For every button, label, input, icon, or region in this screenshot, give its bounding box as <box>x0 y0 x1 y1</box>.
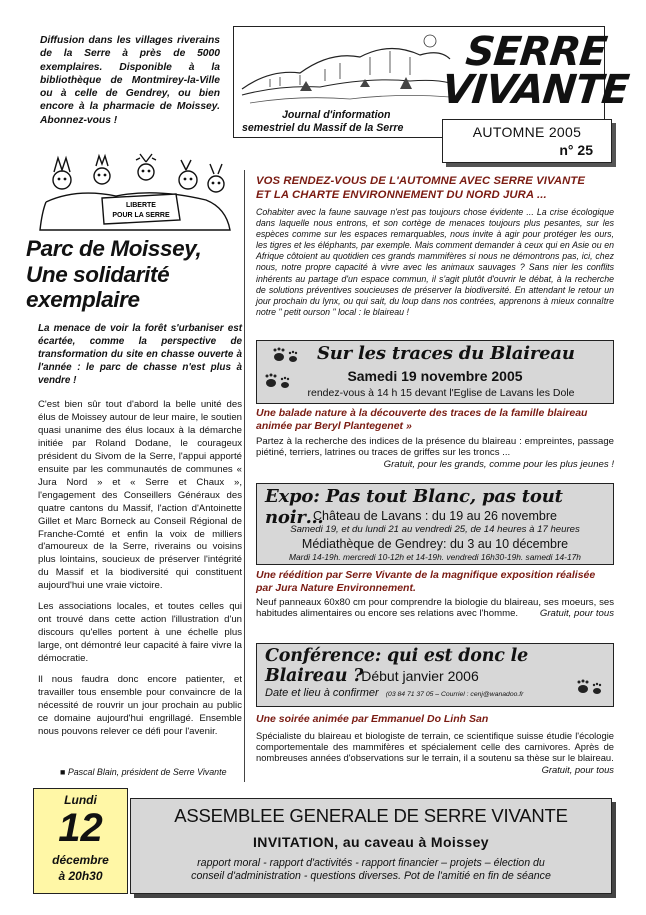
event-box-expo <box>256 483 614 565</box>
event1-heading: Sur les traces du Blaireau <box>317 343 575 364</box>
event-box-traces <box>256 340 614 404</box>
pawprint-icon <box>271 347 301 365</box>
parc-paragraph: Les associations locales, et toutes celles qui ont trouvé dans cette action l'illustration d'un discours qu'elles portent à une échelle plus large, ont démontré leur capacité à faire vivre la démocratie. <box>38 601 242 665</box>
assembly-agenda <box>131 857 611 883</box>
event1-description: Partez à la recherche des indices de la présence du blaireau : empreintes, passage piétiné, terriers, latrines ou traces de griffes sur les troncs ... <box>256 436 614 459</box>
event1-date: Samedi 19 novembre 2005 <box>347 368 523 384</box>
event3-price: Gratuit, pour tous <box>541 763 614 775</box>
event2-line1: Château de Lavans : du 19 au 26 novembre <box>313 509 557 523</box>
issue-box <box>442 119 612 163</box>
event2-description: Neuf panneaux 60x80 cm pour comprendre la biologie du blaireau, ses moeurs, ses habitudes alimentaires ou encore ses relations avec l'homme. <box>256 597 614 620</box>
assembly-title: ASSEMBLEE GENERALE DE SERRE VIVANTE <box>174 805 568 826</box>
masthead-title-line2: VIVANTE <box>439 67 631 113</box>
signature-text: Pascal Blain, président de Serre Vivante <box>67 767 227 777</box>
issue-number: n° 25 <box>559 142 593 158</box>
event3-subheading: Une soirée animée par Emmanuel Do Linh San <box>256 713 489 725</box>
event1-text <box>256 436 614 470</box>
agenda-line2: conseil d'administration - questions diverses. Pot de l'amitié en fin de séance <box>191 870 551 882</box>
event1-place: rendez-vous à 14 h 15 devant l'Eglise de Lavans les Dole <box>307 387 575 399</box>
assembly-box <box>130 798 612 894</box>
parc-signature <box>60 767 250 777</box>
parc-paragraph: Il nous faudra donc encore patienter, et travailler tous ensemble pour convaincre de la nécessité de rouvrir un jour prochain au public ce domaine aujourd'hui engrillagé. Ensemble nous pouvons relever ce défi pour l'avenir. <box>38 674 242 737</box>
landscape-illustration <box>240 29 452 107</box>
assembly-invitation: INVITATION, au caveau à Moissey <box>253 834 489 850</box>
rdv-heading <box>256 175 616 202</box>
masthead-tagline <box>242 109 452 135</box>
parc-lead: La menace de voir la forêt s'urbaniser est écartée, comme la perspective de transformation du site en chasse ouverte à l'année : le parc de chasse n'est plus à vendre ! <box>38 323 242 387</box>
pawprint-icon <box>575 678 605 698</box>
event3-contact: (03 84 71 37 05 – Courriel : cenj@wanadoo.fr <box>385 691 524 698</box>
parc-body <box>38 399 242 747</box>
square-bullet-icon: ■ <box>60 767 68 777</box>
assembly-day: Lundi <box>64 793 97 807</box>
event2-line4: Mardi 14-19h. mercredi 10-12h et 14-19h. vendredi 16h30-19h. samedi 14-17h <box>289 552 581 562</box>
event-box-conference <box>256 643 614 707</box>
banner-line2: POUR LA SERRE <box>112 212 170 219</box>
agenda-line1: rapport moral - rapport d'activités - rapport financier – projets – élection du <box>197 857 545 869</box>
column-divider <box>244 170 245 782</box>
rdv-intro: Cohabiter avec la faune sauvage n'est pas toujours chose évidente ... La crise écologique dans laquelle nous entrons, et son cortège de menaces toujours plus pesantes, sur les espèces comme sur les espaces remarquables, nous invite à agir pour protéger les ours, les tigres et les éléphants, par exemple. Mais comment demander à ceux qui en Asie ou en Afrique côtoient au quotidien ces grands mammifères si nous ne démontrons pas, ici, chez nous, notre propre capacité à vivre avec les animaux sauvages ? Sans nier les conflits inhérents au partage d'un espace commun, il s'agit plutôt d'ouvrir le débat, à la recherche de solutions préventives soucieuses de préserver la biodiversité. En attendant le retour un jour prochain du lynx, ou qui sait, du loup dans nos contrées, apprenons à mieux connaître notre " petit ourson " local : le blaireau ! <box>256 207 614 317</box>
rdv-heading-line2: ET LA CHARTE ENVIRONNEMENT DU NORD JURA ... <box>256 188 547 201</box>
assembly-date-number: 12 <box>58 806 103 850</box>
protest-cartoon <box>36 152 232 232</box>
event3-heading: Conférence: qui est donc le Blaireau ? <box>265 646 529 686</box>
event2-text <box>256 597 614 620</box>
event1-subheading: Une balade nature à la découverte des traces de la famille blaireau animée par Beryl Plantegenet » <box>256 407 588 432</box>
event3-details: Date et lieu à confirmer <box>265 687 379 699</box>
parc-headline: Parc de Moissey, Une solidarité exemplaire <box>26 236 202 312</box>
banner-line1: LIBERTE <box>126 202 156 209</box>
parc-paragraph: C'est bien sûr tout d'abord la belle unité des élus de Moissey autour de leur maire, le soutien quasi unanime des élus locaux à la démarche initiée par Roland Dodane, le courageux président du Sivom de la Serre, l'appui apporté ensuite par les communautés de communes « Jura Nord » et « Serre et Chaux », l'engagement des Conseillers Généraux des quatre cantons du Massif, l'action d'Antoinette Gillet et Marc Borneck au Conseil Régional de Franche-Comté et enfin la voix de milliers d'amoureux de la Serre, riverains ou voisins plus lointains, soucieux de préserver l'intégrité du Massif et la biodiversité qui constituent aujourd'hui une vraie victoire. <box>38 399 242 592</box>
distribution-notice: Diffusion dans les villages riverains de la Serre à près de 5000 exemplaires. Disponible à la bibliothèque de Montmirey-la-Ville ou à celle de Gendrey, ou bien encore à la pharmacie de Moissey. Abonnez-vous ! <box>40 35 220 126</box>
rdv-heading-line1: VOS RENDEZ-VOUS DE L'AUTOMNE AVEC SERRE VIVANTE <box>256 175 585 187</box>
event3-description: Spécialiste du blaireau et biologiste de terrain, ce scientifique suisse étudie l'écologie comportementale des mammifères et spécialement celle des carnivores. Après de nombreuses années d'observations sur le terrain, il a soutenu sa thèse sur le blaireau. <box>256 730 614 764</box>
masthead-title-line1: SERRE <box>463 29 609 75</box>
assembly-date-box <box>33 788 128 894</box>
tagline-line1: Journal d'information <box>282 109 391 121</box>
tagline-line2: semestriel du Massif de la Serre <box>242 122 404 134</box>
season-label: AUTOMNE 2005 <box>472 124 582 140</box>
event3-date: Début janvier 2006 <box>361 668 479 684</box>
event2-heading: Expo: Pas tout Blanc, pas tout noir… <box>265 486 563 528</box>
event2-line2: Samedi 19, et du lundi 21 au vendredi 25, de 14 heures à 17 heures <box>290 524 580 535</box>
event2-price: Gratuit, pour tous <box>539 608 614 620</box>
event1-price: Gratuit, pour les grands, comme pour les plus jeunes ! <box>383 458 614 470</box>
event3-details-row <box>265 687 523 699</box>
assembly-time: à 20h30 <box>58 869 103 883</box>
event3-text <box>256 730 614 775</box>
assembly-month: décembre <box>52 853 109 867</box>
event2-subheading: Une réédition par Serre Vivante de la magnifique exposition réalisée par Jura Nature Environnement. <box>256 569 596 594</box>
event2-line3: Médiathèque de Gendrey: du 3 au 10 décembre <box>301 537 569 551</box>
